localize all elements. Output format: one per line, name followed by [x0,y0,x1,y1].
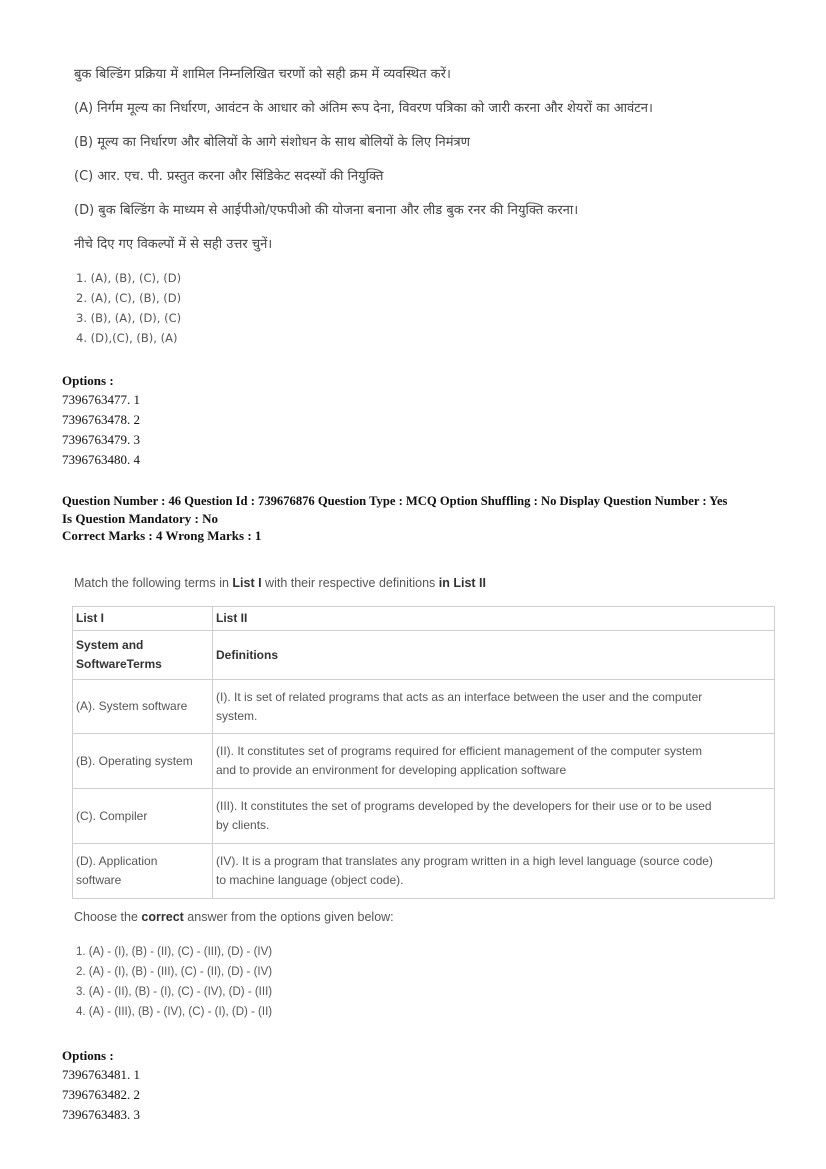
q46-stem: Match the following terms in List I with their respective definitions in List II [74,576,486,590]
term-b: (B). Operating system [73,734,213,789]
definition-4: (IV). It is a program that translates any program written in a high level language (source code) to machine language (object code). [213,844,775,899]
q46-choice-4: 4. (A) - (III), (B) - (IV), (C) - (I), (D) - (II) [76,1006,273,1018]
q46-choice-3: 3. (A) - (II), (B) - (I), (C) - (IV), (D) - (III) [76,986,273,998]
q46-meta-line1: Question Number : 46 Question Id : 739676876 Question Type : MCQ Option Shuffling : No Display Question Number : Yes [62,494,728,508]
q46-option-id-2: 7396763482. 2 [62,1087,140,1102]
q45-statement-a: (A) निर्गम मूल्य का निर्धारण, आवंटन के आधार को अंतिम रूप देना, विवरण पत्रिका को जारी करना और शेयरों का आवंटन। [74,101,653,116]
match-table [72,606,775,899]
q45-statement-c: (C) आर. एच. पी. प्रस्तुत करना और सिंडिकेट सदस्यों की नियुक्ति [74,169,384,184]
q46-meta-line2: Is Question Mandatory : No [62,511,219,526]
q45-choice-2: 2. (A), (C), (B), (D) [76,291,182,305]
definition-3: (III). It constitutes the set of programs developed by the developers for their use or to be used by clients. [213,789,775,844]
q45-option-id-3: 7396763479. 3 [62,432,140,447]
q45-option-id-2: 7396763478. 2 [62,412,140,427]
table-subheader-row [73,631,775,680]
q45-statement-b: (B) मूल्य का निर्धारण और बोलियों के आगे संशोधन के साथ बोलियों के लिए निमंत्रण [74,135,471,150]
q46-meta-line3: Correct Marks : 4 Wrong Marks : 1 [62,528,262,543]
table-row [73,789,775,844]
subheader-terms: System and SoftwareTerms [73,631,213,680]
table-header-row [73,607,775,631]
q45-choice-4: 4. (D),(C), (B), (A) [76,331,178,345]
q45-stem: बुक बिल्डिंग प्रक्रिया में शामिल निम्नलिखित चरणों को सही क्रम में व्यवस्थित करें। [74,67,451,82]
q45-options-label: Options : [62,373,114,388]
table-row [73,734,775,789]
definition-1: (I). It is set of related programs that acts as an interface between the user and the computer system. [213,680,775,734]
q45-choice-3: 3. (B), (A), (D), (C) [76,311,182,325]
header-list-2: List II [213,607,775,631]
q46-option-id-1: 7396763481. 1 [62,1067,140,1082]
q46-choice-1: 1. (A) - (I), (B) - (II), (C) - (III), (D) - (IV) [76,946,273,958]
term-c: (C). Compiler [73,789,213,844]
q45-statement-d: (D) बुक बिल्डिंग के माध्यम से आईपीओ/एफपीओ की योजना बनाना और लीड बुक रनर की नियुक्ति करना। [74,203,579,218]
table-row [73,680,775,734]
q45-instruction: नीचे दिए गए विकल्पों में से सही उत्तर चुनें। [74,237,273,252]
q45-choice-1: 1. (A), (B), (C), (D) [76,271,182,285]
definition-2: (II). It constitutes set of programs required for efficient management of the computer system and to provide an environment for developing application software [213,734,775,789]
term-a: (A). System software [73,680,213,734]
term-d: (D). Application software [73,844,213,899]
table-row [73,844,775,899]
q45-option-id-4: 7396763480. 4 [62,452,140,467]
q46-choose-instruction: Choose the correct answer from the options given below: [74,910,394,924]
q46-options-label: Options : [62,1048,114,1063]
q46-option-id-3: 7396763483. 3 [62,1107,140,1122]
q45-option-id-1: 7396763477. 1 [62,392,140,407]
header-list-1: List I [73,607,213,631]
q46-choice-2: 2. (A) - (I), (B) - (III), (C) - (II), (D) - (IV) [76,966,273,978]
subheader-definitions: Definitions [213,631,775,680]
